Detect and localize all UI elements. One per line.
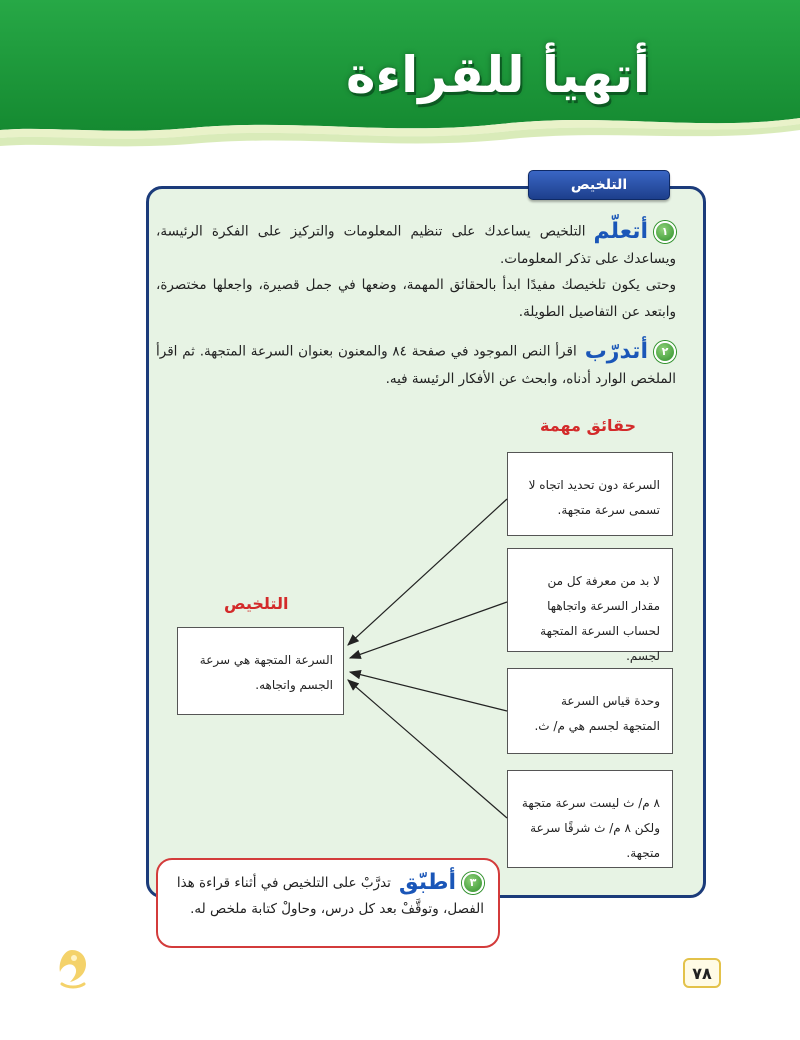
page-title: أتهيأ للقراءة	[345, 46, 650, 104]
fact-box-3: وحدة قياس السرعة المتجهة لجسم هي م/ ث.	[507, 668, 673, 754]
step1-heading	[594, 218, 676, 245]
step3-heading	[399, 870, 484, 896]
fact-box-1: السرعة دون تحديد اتجاه لا تسمى سرعة متجهة.	[507, 452, 673, 536]
apply-box	[156, 858, 500, 948]
facts-heading: حقائق مهمة	[540, 416, 636, 435]
step1-title: أتعلّم	[593, 219, 648, 244]
page-number: ٧٨	[683, 958, 721, 988]
step3-text: تدرَّبْ على التلخيص في أثناء قراءة هذا الفصل، وتوقَّفْ بعد كل درس، وحاولْ كتابة ملخص له.	[176, 875, 484, 917]
step2-paragraph	[156, 338, 676, 393]
step2-text: اقرأ النص الموجود في صفحة ٨٤ والمعنون بعنوان السرعة المتجهة. ثم اقرأ الملخص الوارد أدناه، وابحث عن الأفكار الرئيسة فيه.	[156, 343, 676, 387]
step2-title: أتدرّب	[584, 339, 648, 364]
step3-number-icon: ٣	[462, 872, 484, 894]
fact-box-2: لا بد من معرفة كل من مقدار السرعة واتجاهها لحساب السرعة المتجهة لجسم.	[507, 548, 673, 652]
step2-number-icon: ٢	[654, 341, 676, 363]
header-banner	[0, 0, 800, 160]
step1-text: التلخيص يساعدك على تنظيم المعلومات والتركيز على الفكرة الرئيسة، ويساعدك على تذكر المعلومات.	[156, 223, 676, 267]
step2-heading	[585, 338, 676, 365]
summary-heading: التلخيص	[224, 594, 289, 613]
step1-paragraph-2: وحتى يكون تلخيصك مفيدًا ابدأ بالحقائق المهمة، وضعها في جمل قصيرة، واجعلها مختصرة، وابتعد عن التفاصيل الطويلة.	[156, 277, 676, 320]
publisher-logo-icon	[52, 944, 92, 992]
step3-title: أطبّق	[398, 870, 456, 895]
summary-box: السرعة المتجهة هي سرعة الجسم واتجاهه.	[177, 627, 344, 715]
fact-box-4: ٨ م/ ث ليست سرعة متجهة ولكن ٨ م/ ث شرقًا سرعة متجهة.	[507, 770, 673, 868]
section-tab: التلخيص	[528, 170, 670, 200]
step1-paragraph	[156, 218, 676, 273]
step1-number-icon: ١	[654, 221, 676, 243]
